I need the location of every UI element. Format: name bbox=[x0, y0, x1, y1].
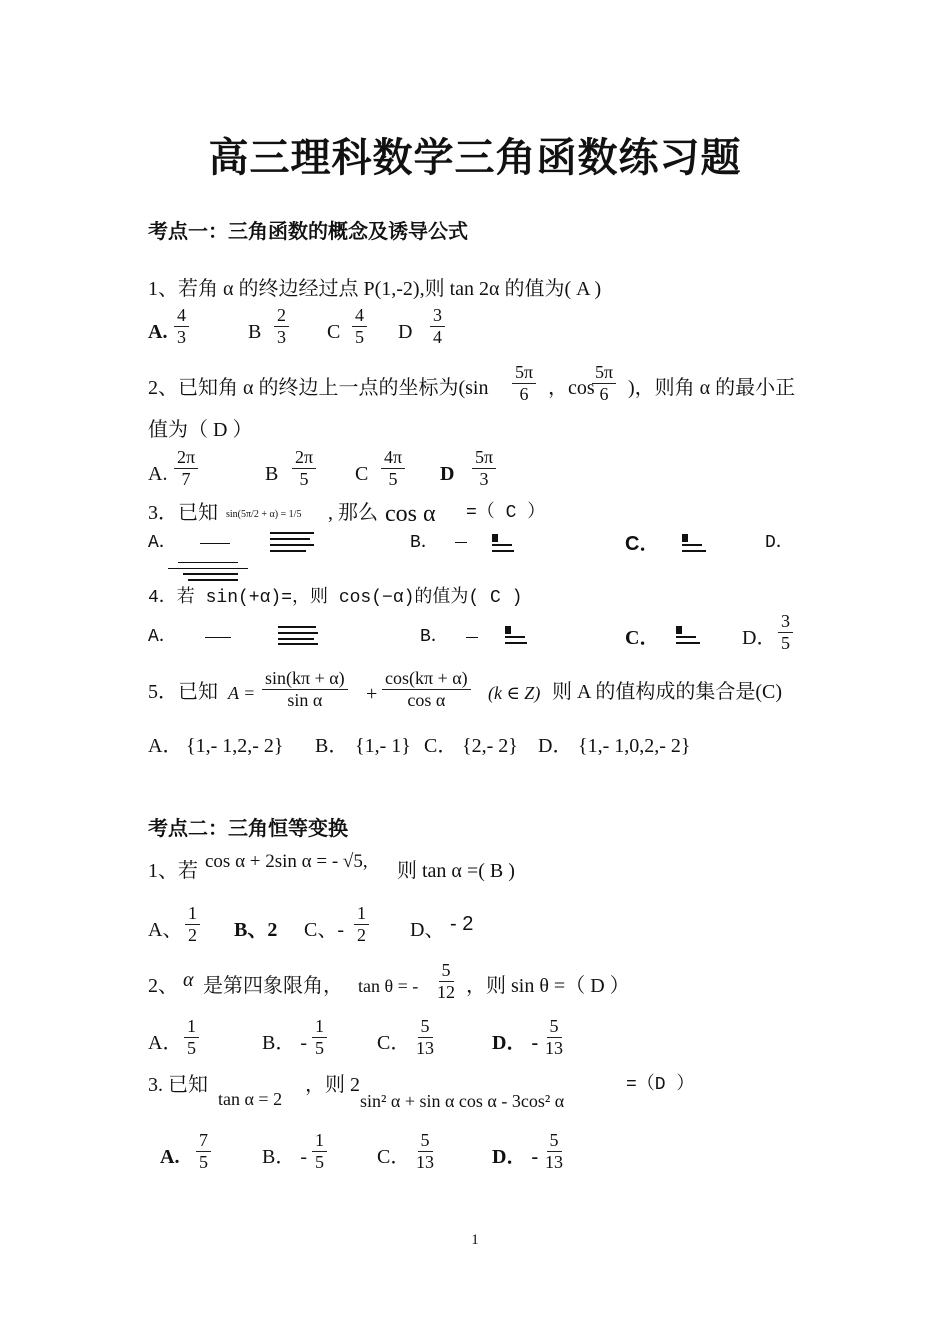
s1-q2-opt-d: D bbox=[440, 463, 455, 485]
s1-q5-post: 则 A 的值构成的集合是(C) bbox=[552, 681, 782, 703]
s2-q2-frac-a: $\frac{1}{5}$ bbox=[184, 1016, 199, 1058]
s1-q1-opt-b: B bbox=[248, 321, 262, 343]
s1-q5-set-a: {1,- 1,2,- 2} bbox=[186, 735, 284, 757]
s1-q1-opt-d: D bbox=[398, 321, 413, 343]
s1-q4-garbled-a1 bbox=[205, 632, 231, 642]
s1-q1-opt-a: A. bbox=[148, 321, 168, 343]
s2-q1-opt-c: C、- bbox=[304, 919, 344, 941]
s1-q4-frac-d: $\frac{3}{5}$ bbox=[778, 611, 793, 653]
s1-q4-opt-d: D． bbox=[742, 627, 777, 649]
s1-q2-frac-c: $\frac{4\pi}{5}$ bbox=[381, 447, 405, 489]
s2-q3-pre: 3. 已知 bbox=[148, 1074, 208, 1096]
s2-q1-val-d: - 2 bbox=[450, 913, 474, 935]
s1-q1-frac-d: $\frac{3}{4}$ bbox=[430, 305, 445, 347]
s1-q3-opt-a: A． bbox=[148, 533, 177, 553]
s1-q4-garbled-b1 bbox=[466, 632, 478, 642]
s1-q3-garbled-a1 bbox=[200, 538, 230, 548]
section2-heading: 考点二：三角恒等变换 bbox=[148, 818, 348, 840]
s1-q4-opt-a: A． bbox=[148, 627, 177, 647]
s1-q2-frac2: $\frac{5\pi}{6}$ bbox=[592, 362, 616, 404]
s2-q3-opt-b: B． - bbox=[262, 1146, 307, 1168]
s2-q2-alpha: α bbox=[183, 969, 194, 991]
s1-q4-garbled-c bbox=[676, 624, 700, 646]
s2-q3-mid: ，则 2 bbox=[305, 1074, 360, 1096]
page-number: 1 bbox=[471, 1232, 479, 1248]
s1-q3-cos: cos α bbox=[385, 501, 436, 527]
s1-q1-opt-c: C bbox=[327, 321, 341, 343]
s2-q3-opt-c: C． bbox=[377, 1146, 411, 1168]
s2-q3-frac-b: $\frac{1}{5}$ bbox=[312, 1130, 327, 1172]
s2-q2-opt-b: B． - bbox=[262, 1032, 307, 1054]
s1-q3-garbled-a2 bbox=[270, 530, 314, 554]
s1-q5-set-c: {2,- 2} bbox=[462, 735, 518, 757]
s1-q4-opt-c: C． bbox=[625, 627, 660, 649]
s1-q2-opt-b: B bbox=[265, 463, 279, 485]
s2-q2-frac: $\frac{5}{12}$ bbox=[437, 960, 455, 1002]
s2-q2-frac-d: $\frac{5}{13}$ bbox=[545, 1016, 563, 1058]
s2-q1-pre: 1、若 bbox=[148, 860, 198, 882]
s1-q5-pre: 5．已知 bbox=[148, 681, 218, 703]
s2-q1-opt-a: A、 bbox=[148, 919, 183, 941]
s1-q2-post: )，则角 α 的最小正 bbox=[628, 377, 796, 399]
s1-q5-cond: (k ∈ Z) bbox=[488, 683, 541, 703]
s2-q2-opt-d: D． - bbox=[492, 1032, 539, 1054]
s2-q1-expr: cos α + 2sin α = - √5, bbox=[205, 851, 368, 872]
s1-q5-set-d: {1,- 1,0,2,- 2} bbox=[578, 735, 691, 757]
s2-q2-post: ，则 sin θ =（ D ） bbox=[466, 975, 630, 997]
s2-q3-given: tan α = 2 bbox=[218, 1089, 283, 1109]
s2-q2-mid: 是第四象限角， bbox=[203, 975, 343, 997]
s1-q5-frac1: $\frac{\sin(k\pi + \alpha)}{\text{sin α}}$ bbox=[262, 668, 348, 710]
s1-q2-mid: ，cos bbox=[548, 377, 595, 399]
s1-q2-opt-a: A. bbox=[148, 463, 168, 485]
s2-q2-pre: 2、 bbox=[148, 975, 178, 997]
s1-q2-pre: 2、已知角 α 的终边上一点的坐标为(sin bbox=[148, 377, 489, 399]
s2-q2-frac-b: $\frac{1}{5}$ bbox=[312, 1016, 327, 1058]
s2-q2-tan: tan θ = - bbox=[358, 976, 419, 996]
s1-q1-frac-a: $\frac{4}{3}$ bbox=[174, 305, 189, 347]
s2-q3-frac-d: $\frac{5}{13}$ bbox=[545, 1130, 563, 1172]
page-title: 高三理科数学三角函数练习题 bbox=[208, 135, 742, 180]
s1-q3-opt-d: D． bbox=[765, 533, 794, 553]
s1-q5-opt-c: C． bbox=[424, 735, 458, 757]
s2-q1-frac-a: $\frac{1}{2}$ bbox=[185, 903, 200, 945]
s1-q2-line2: 值为（ D ） bbox=[148, 419, 253, 441]
s1-q5-plus: + bbox=[366, 683, 378, 705]
s1-q3-eq: =（ C ） bbox=[466, 503, 546, 523]
s1-q2-opt-c: C bbox=[355, 463, 369, 485]
s2-q3-post: =（D ） bbox=[626, 1075, 695, 1095]
s1-q5-opt-b: B． bbox=[315, 735, 349, 757]
s1-q5-frac2: $\frac{\cos(k\pi + \alpha)}{\text{cos α}}$ bbox=[382, 668, 471, 710]
s2-q1-opt-d: D、 bbox=[410, 919, 445, 941]
s1-q5-opt-d: D． bbox=[538, 735, 573, 757]
s2-q3-opt-a: A. bbox=[160, 1146, 180, 1168]
s1-q3-mid: , 那么 bbox=[328, 502, 378, 524]
s1-q3-garbled-c bbox=[682, 532, 706, 554]
s1-q2-frac-d: $\frac{5\pi}{3}$ bbox=[472, 447, 496, 489]
s2-q3-frac-a: $\frac{7}{5}$ bbox=[196, 1130, 211, 1172]
s2-q1-post: 则 tan α =( B ) bbox=[397, 860, 515, 882]
s2-q3-expr: sin² α + sin α cos α - 3cos² α bbox=[360, 1091, 565, 1111]
s1-q4-opt-b: B． bbox=[420, 627, 449, 647]
s2-q1-frac-c: $\frac{1}{2}$ bbox=[354, 903, 369, 945]
s1-q3-garbled-b1 bbox=[455, 538, 467, 548]
s2-q2-frac-c: $\frac{5}{13}$ bbox=[416, 1016, 434, 1058]
s1-q2-frac1: $\frac{5\pi}{6}$ bbox=[512, 362, 536, 404]
s1-q1-frac-b: $\frac{2}{3}$ bbox=[274, 305, 289, 347]
s1-q2-frac-a: $\frac{2\pi}{7}$ bbox=[174, 447, 198, 489]
s1-q2-frac-b: $\frac{2\pi}{5}$ bbox=[292, 447, 316, 489]
s1-q3-tiny-formula: sin(5π/2 + α) = 1/5 bbox=[226, 509, 302, 520]
s1-q4-garbled-a2 bbox=[278, 624, 318, 646]
s1-q4-garbled-b2 bbox=[505, 624, 527, 646]
s2-q2-opt-a: A． bbox=[148, 1032, 183, 1054]
s2-q2-opt-c: C． bbox=[377, 1032, 411, 1054]
s1-q4-stem: 4．若 sin(+α)=，则 cos(−α)的值为( C ) bbox=[148, 588, 523, 608]
s1-q3-opt-c: C． bbox=[625, 533, 660, 555]
s1-q3-opt-b: B． bbox=[410, 533, 439, 553]
s1-q1-stem: 1、若角 α 的终边经过点 P(1,-2),则 tan 2α 的值为( A ) bbox=[148, 278, 602, 300]
s1-q5-set-b: {1,- 1} bbox=[355, 735, 411, 757]
s1-q5-opt-a: A． bbox=[148, 735, 183, 757]
s1-q3-garbled-d bbox=[168, 560, 248, 584]
s1-q1-frac-c: $\frac{4}{5}$ bbox=[352, 305, 367, 347]
s1-q3-garbled-b2 bbox=[492, 532, 514, 554]
s1-q5-a: A = bbox=[228, 683, 256, 703]
s2-q1-opt-b: B、2 bbox=[234, 919, 278, 941]
s1-q3-pre: 3．已知 bbox=[148, 502, 218, 524]
s2-q3-opt-d: D． - bbox=[492, 1146, 539, 1168]
section1-heading: 考点一：三角函数的概念及诱导公式 bbox=[148, 221, 468, 243]
s2-q3-frac-c: $\frac{5}{13}$ bbox=[416, 1130, 434, 1172]
